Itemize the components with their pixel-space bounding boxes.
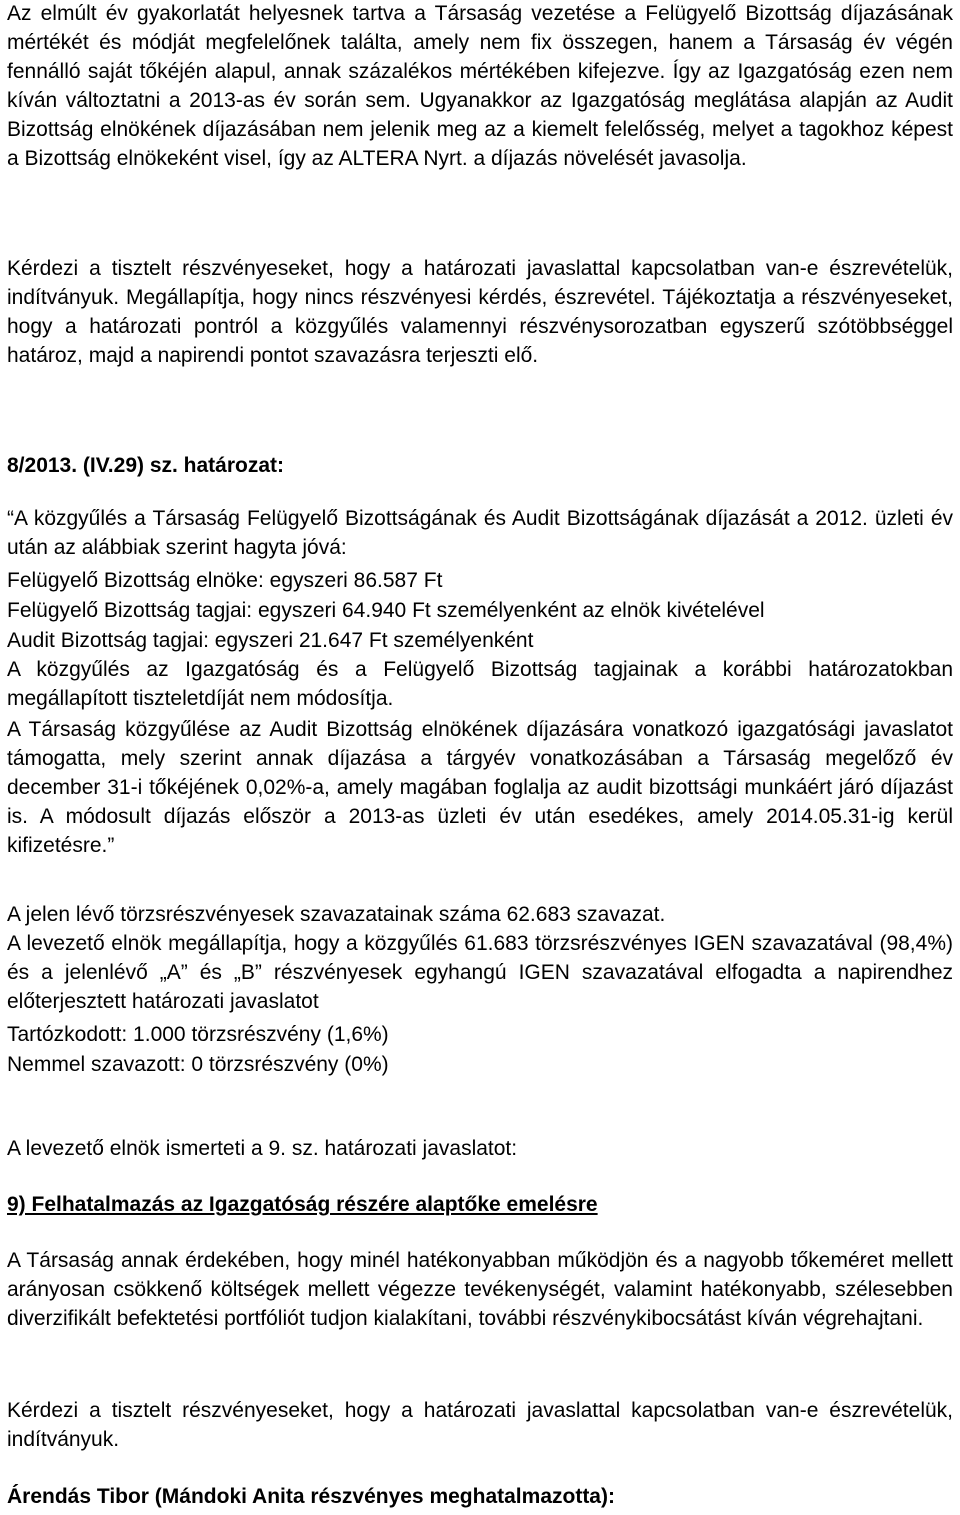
resolution-heading [7,451,953,481]
paragraph-supervisory-board-fees [7,0,953,173]
resolution-number: 8/2013. (IV.29) sz. határozat: [7,454,285,477]
agenda-heading [7,1190,953,1220]
paragraph-text: A Társaság közgyűlése az Audit Bizottság elnökének díjazására vonatkozó igazgatósági javaslatot támogatta, mely szerint annak díjazása a tárgyév vonatkozásában a Társaság megelőző év december 31-i tőkéjének 0,02%-a, amely magában foglalja az audit bizottsági munkáért járó díjazást is. A módosult díjazás először a 2013-as üzleti év után esedékes, amely 2014.05.31-ig kerül kifizetésre.” [7,718,953,857]
paragraph-text: A levezető elnök megállapítja, hogy a közgyűlés 61.683 törzsrészvényes IGEN szavazatával (98,4%) és a jelenlévő „A” és „B” részvényesek egyhangú IGEN szavazatával elfogadta a napirendhez előterjesztett határozati javaslatot [7,932,953,1013]
paragraph-text: Kérdezi a tisztelt részvényeseket, hogy a határozati javaslattal kapcsolatban van-e észrevételük, indítványuk. Megállapítja, hogy nincs részvényesi kérdés, észrevétel. Tájékoztatja a részvényeseket, hogy a határozati pontról a közgyűlés valamennyi részvénysorozatban egyszerű szótöbbséggel határoz, majd a napirendi pontot szavazásra terjeszti elő. [7,257,953,367]
paragraph-text: Kérdezi a tisztelt részvényeseket, hogy a határozati javaslattal kapcsolatban van-e észrevételük, indítványuk. [7,1399,953,1451]
paragraph-text: A levezető elnök ismerteti a 9. sz. határozati javaslatot: [7,1137,518,1160]
fee-members: Felügyelő Bizottság tagjai: egyszeri 64.940 Ft személyenként az elnök kivételével [7,599,765,622]
paragraph-text: A Társaság annak érdekében, hogy minél hatékonyabban működjön és a nagyobb tőkeméret mellett arányosan csökkenő költségek mellett végezze tevékenységét, valamint hatékonyabb, szélesebben diverzifikált befektetési portfóliót tudjon kialakítani, további részvénykibocsátást kíván végrehajtani. [7,1249,953,1330]
fee-audit-members: Audit Bizottság tagjai: egyszeri 21.647 Ft személyenként [7,629,534,652]
vote-total: A jelen lévő törzsrészvényesek szavazatainak száma 62.683 szavazat. [7,903,666,926]
paragraph-text: Az elmúlt év gyakorlatát helyesnek tartva a Társaság vezetése a Felügyelő Bizottság díjazásának mértékét és módját megfelelőnek találta, amely nem fix összegen, hanem a Társaság év végén fennálló saját tőkéjén alapul, annak százalékos mértékében kifejezve. Így az Igazgatóság ezen nem kíván változtatni a 2013-as év során sem. Ugyanakkor az Igazgatóság meglátása alapján az Audit Bizottság elnökének díjazásában nem jelenik meg az a kiemelt felelősség, melyet a tagokhoz képest a Bizottság elnökeként visel, így az ALTERA Nyrt. a díjazás növelését javasolja. [7,2,953,170]
paragraph-text: A közgyűlés az Igazgatóság és a Felügyelő Bizottság tagjainak a korábbi határozatokban megállapított tiszteletdíját nem módosítja. [7,658,953,710]
agenda-item-title: 9) Felhatalmazás az Igazgatóság részére alaptőke emelésre [7,1193,598,1216]
vote-breakdown [7,1020,953,1080]
fee-list [7,566,953,656]
vote-count [7,900,953,930]
resolution-text [7,505,953,563]
fee-chairman: Felügyelő Bizottság elnöke: egyszeri 86.587 Ft [7,569,443,592]
speaker-line [7,1482,953,1512]
paragraph-audit-chair-fee [7,716,953,861]
paragraph-vote-result [7,930,953,1017]
speaker-name: Árendás Tibor (Mándoki Anita részvényes meghatalmazotta): [7,1485,615,1508]
vote-against: Nemmel szavazott: 0 törzsrészvény (0%) [7,1053,389,1076]
resolution-intro: “A közgyűlés a Társaság Felügyelő Bizottságának és Audit Bizottságának díjazását a 2012. üzleti év után az alábbiak szerint hagyta jóvá: [7,507,953,559]
paragraph-question-to-shareholders [7,255,953,371]
paragraph-next-proposal [7,1134,953,1164]
paragraph-capital-increase [7,1247,953,1334]
paragraph-question-to-shareholders-2 [7,1397,953,1455]
vote-abstained: Tartózkodott: 1.000 törzsrészvény (1,6%) [7,1023,389,1046]
paragraph-honorarium [7,656,953,714]
